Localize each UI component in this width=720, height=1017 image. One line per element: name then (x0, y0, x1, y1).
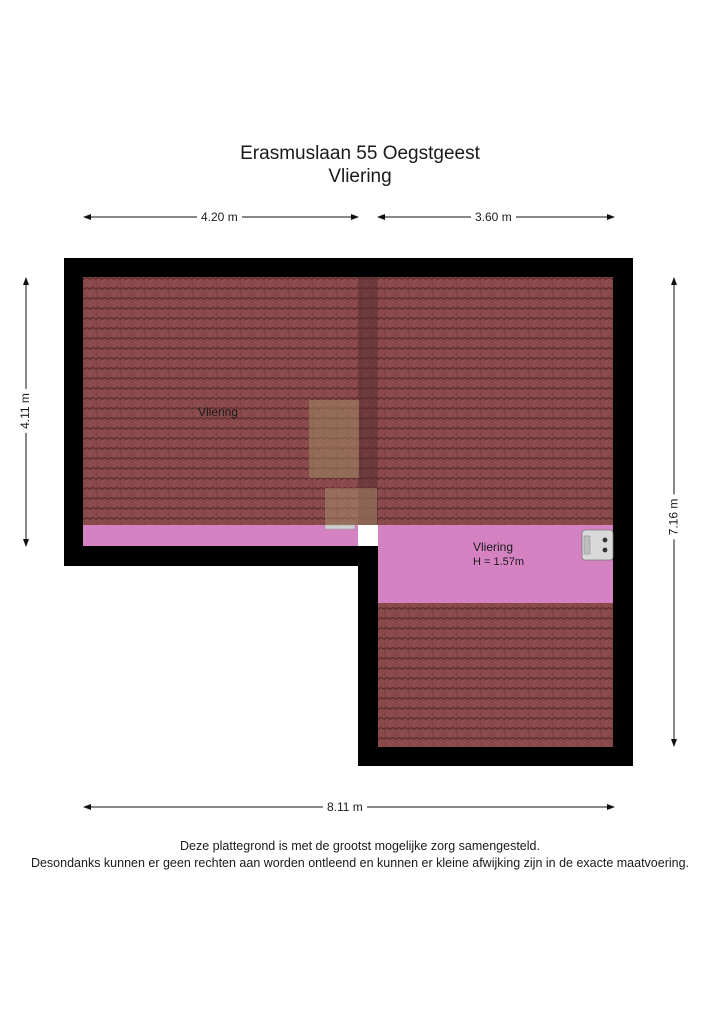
room-height-lower: H = 1.57m (473, 556, 525, 568)
dim-right-height: 7.16 m (666, 495, 680, 540)
dim-top-right: 3.60 m (471, 210, 516, 224)
dim-total-width: 8.11 m (323, 800, 367, 814)
floor-area-left (83, 525, 358, 546)
room-label-lower: Vliering (473, 540, 514, 554)
dim-left-height: 4.11 m (18, 389, 32, 433)
address-title: Erasmuslaan 55 Oegstgeest (240, 143, 480, 164)
roof-tiles-lower (378, 603, 613, 747)
vent-icon (582, 530, 613, 560)
roof-window-icon (309, 400, 359, 478)
hatch-icon (325, 488, 377, 525)
room-label-upper: Vliering (198, 405, 239, 419)
floor-gap (358, 525, 378, 546)
roof-ridge (358, 277, 378, 525)
disclaimer-line-1: Deze plattegrond is met de grootst mogelijke zorg samengesteld. (180, 839, 540, 853)
dim-top-left: 4.20 m (197, 210, 242, 224)
floor-title: Vliering (328, 166, 392, 187)
floor-strip (325, 525, 355, 529)
disclaimer-line-2: Desondanks kunnen er geen rechten aan worden ontleend en kunnen er kleine afwijking zijn in de exacte maatvoering. (30, 856, 690, 870)
